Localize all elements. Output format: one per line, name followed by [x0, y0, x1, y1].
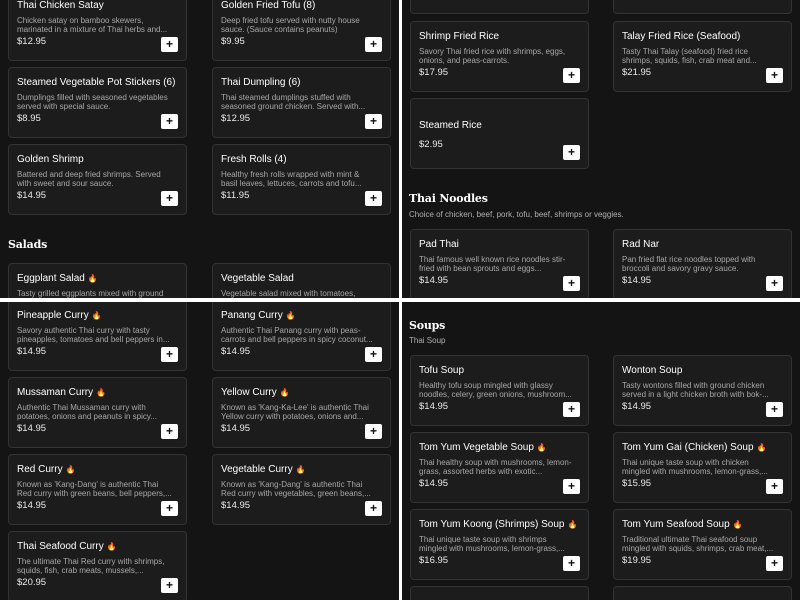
menu-item-card[interactable] — [212, 377, 391, 448]
add-to-cart-button[interactable]: + — [365, 114, 382, 129]
menu-item-card[interactable] — [8, 377, 187, 448]
menu-view-appetizers — [0, 0, 399, 298]
add-to-cart-button[interactable]: + — [563, 556, 580, 571]
item-price: $14.95 — [419, 478, 449, 489]
menu-item-card[interactable] — [410, 98, 589, 169]
section-title-thai-noodles: Thai Noodles — [409, 192, 488, 205]
item-name: Tofu Soup — [419, 365, 465, 376]
item-price: $14.95 — [17, 190, 47, 201]
fire-icon: 🔥 — [536, 443, 547, 452]
fire-icon: 🔥 — [87, 274, 98, 283]
item-name: Vegetable Salad — [221, 273, 294, 284]
item-price: $9.95 — [221, 36, 245, 47]
item-description: Tasty wontons filled with ground chicken served in a light chicken broth with bok-... — [622, 381, 769, 399]
item-name: Tom Yum Vegetable Soup — [419, 442, 534, 453]
item-price: $14.95 — [419, 275, 449, 286]
add-to-cart-button[interactable]: + — [563, 145, 580, 160]
menu-item-card[interactable] — [212, 144, 391, 215]
item-description: Thai steamed dumplings stuffed with seasoned ground chicken. Served with... — [221, 93, 366, 111]
item-description: Pan fried flat rice noodles topped with broccoli and savory gravy sauce. — [622, 255, 756, 273]
item-description: Deep fried tofu served with nutty house sauce. (Sauce contains peanuts) — [221, 16, 360, 34]
fire-icon: 🔥 — [91, 311, 102, 320]
item-price: $15.95 — [622, 478, 652, 489]
item-name: Golden Fried Tofu (8) — [221, 0, 316, 11]
item-description: Healthy tofu soup mingled with glassy noodles, celery, green onions, mushroom... — [419, 381, 572, 399]
item-name: Tom Yum Seafood Soup — [622, 519, 730, 530]
item-name: Eggplant Salad — [17, 273, 85, 284]
item-description: Battered and deep fried shrimps. Served with sweet and sour sauce. — [17, 170, 161, 188]
item-price: $14.95 — [622, 275, 652, 286]
item-price: $8.95 — [17, 113, 41, 124]
item-price: $17.95 — [419, 67, 449, 78]
fire-icon: 🔥 — [756, 443, 767, 452]
item-description: Traditional ultimate Thai seafood soup mingled with squids, shrimps, crab meat,... — [622, 535, 774, 553]
add-to-cart-button[interactable]: + — [563, 402, 580, 417]
menu-item-card[interactable] — [212, 263, 391, 298]
item-description: Savory authentic Thai curry with tasty pineapples, tomatoes and bell peppers in... — [17, 326, 170, 344]
item-description: The ultimate Thai Red curry with shrimps, squids, fish, crab meats, mussels,... — [17, 557, 165, 575]
item-price: $14.95 — [419, 401, 449, 412]
add-to-cart-button[interactable]: + — [766, 556, 783, 571]
item-price: $14.95 — [221, 346, 251, 357]
item-price: $12.95 — [17, 36, 47, 47]
item-price: $11.95 — [221, 190, 250, 201]
item-price: $20.95 — [17, 577, 47, 588]
item-name: Tom Yum Koong (Shrimps) Soup — [419, 519, 565, 530]
item-price: $14.95 — [17, 423, 47, 434]
add-to-cart-button[interactable]: + — [365, 424, 382, 439]
add-to-cart-button[interactable]: + — [766, 68, 783, 83]
item-price: $14.95 — [622, 401, 652, 412]
add-to-cart-button[interactable]: + — [766, 402, 783, 417]
item-name: Yellow Curry — [221, 387, 277, 398]
menu-item-card[interactable] — [8, 144, 187, 215]
item-name: Shrimp Fried Rice — [419, 31, 500, 42]
item-description: Thai famous well known rice noodles stir-fried with bean sprouts and eggs... — [419, 255, 566, 273]
item-description: Tasty grilled eggplants mixed with ground — [17, 289, 164, 298]
menu-item-card[interactable] — [8, 454, 187, 525]
add-to-cart-button[interactable]: + — [563, 68, 580, 83]
menu-item-card-partial[interactable] — [410, 0, 589, 14]
item-name: Tom Yum Gai (Chicken) Soup — [622, 442, 754, 453]
item-description: Savory Thai fried rice with shrimps, eggs, onions, and peas-carrots. — [419, 47, 566, 65]
item-name: Mussaman Curry — [17, 387, 94, 398]
add-to-cart-button[interactable]: + — [365, 191, 382, 206]
item-price: $16.95 — [419, 555, 449, 566]
item-price: $2.95 — [419, 139, 443, 150]
item-name: Pad Thai — [419, 239, 459, 250]
add-to-cart-button[interactable]: + — [161, 424, 178, 439]
section-subtitle: Thai Soup — [409, 336, 446, 345]
item-price: $14.95 — [17, 500, 47, 511]
add-to-cart-button[interactable]: + — [161, 578, 178, 593]
menu-item-card[interactable] — [8, 263, 187, 298]
section-title-salads: Salads — [8, 238, 48, 251]
menu-view-rice-noodles — [402, 0, 800, 298]
menu-item-card-partial[interactable] — [410, 586, 589, 600]
fire-icon: 🔥 — [96, 388, 107, 397]
item-description: Healthy fresh rolls wrapped with mint & basil leaves, lettuces, carrots and tofu... — [221, 170, 362, 188]
menu-item-card[interactable] — [410, 355, 589, 426]
item-price: $21.95 — [622, 67, 652, 78]
item-name: Steamed Vegetable Pot Stickers (6) — [17, 77, 176, 88]
menu-item-card[interactable] — [8, 0, 187, 61]
add-to-cart-button[interactable]: + — [766, 479, 783, 494]
item-price: $12.95 — [221, 113, 251, 124]
fire-icon: 🔥 — [106, 542, 117, 551]
item-name: Steamed Rice — [419, 120, 482, 131]
item-description: Chicken satay on bamboo skewers, marinated in a mixture of Thai herbs and... — [17, 16, 168, 34]
item-description: Known as 'Kang-Dang' is authentic Thai Red curry with vegetables, green beans,... — [221, 480, 371, 498]
horizontal-divider — [0, 298, 800, 302]
item-description: Thai healthy soup with mushrooms, lemon-grass, assorted herbs with exotic... — [419, 458, 572, 476]
item-name: Thai Dumpling (6) — [221, 77, 301, 88]
item-price: $14.95 — [221, 423, 251, 434]
fire-icon: 🔥 — [65, 465, 76, 474]
menu-item-card-partial[interactable] — [613, 586, 792, 600]
menu-item-card[interactable] — [410, 509, 589, 580]
menu-item-card[interactable] — [410, 21, 589, 92]
item-description: Dumplings filled with seasoned vegetables served with special sauce. — [17, 93, 168, 111]
menu-item-card[interactable] — [613, 355, 792, 426]
item-name: Thai Chicken Satay — [17, 0, 104, 11]
add-to-cart-button[interactable]: + — [161, 191, 178, 206]
menu-item-card[interactable] — [410, 229, 589, 298]
menu-item-card[interactable] — [212, 454, 391, 525]
menu-item-card[interactable] — [212, 0, 391, 61]
menu-item-card[interactable] — [8, 531, 187, 600]
menu-view-curries — [0, 302, 399, 600]
item-description: Known as 'Kang-Ka-Lee' is authentic Thai Yellow curry with potatoes, onions and... — [221, 403, 369, 421]
add-to-cart-button[interactable]: + — [161, 347, 178, 362]
add-to-cart-button[interactable]: + — [365, 37, 382, 52]
add-to-cart-button[interactable]: + — [161, 114, 178, 129]
item-name: Fresh Rolls (4) — [221, 154, 287, 165]
add-to-cart-button[interactable]: + — [161, 37, 178, 52]
item-description: Known as 'Kang-Dang' is authentic Thai Red curry with green beans, bell peppers,... — [17, 480, 172, 498]
item-description: Tasty Thai Talay (seafood) fried rice shrimps, squids, fish, crab meat and... — [622, 47, 757, 65]
item-description: Authentic Thai Mussaman curry with potatoes, onions and peanuts in spicy... — [17, 403, 157, 421]
item-name: Panang Curry — [221, 310, 283, 321]
section-subtitle: Choice of chicken, beef, pork, tofu, beef, shrimps or veggies. — [409, 210, 624, 219]
menu-item-card[interactable] — [613, 229, 792, 298]
menu-item-card[interactable] — [613, 509, 792, 580]
add-to-cart-button[interactable]: + — [161, 501, 178, 516]
item-price: $19.95 — [622, 555, 652, 566]
item-price: $14.95 — [221, 500, 251, 511]
fire-icon: 🔥 — [567, 520, 578, 529]
menu-item-card[interactable] — [8, 67, 187, 138]
item-name: Thai Seafood Curry — [17, 541, 104, 552]
menu-item-card[interactable] — [613, 432, 792, 503]
add-to-cart-button[interactable]: + — [365, 347, 382, 362]
item-name: Pineapple Curry — [17, 310, 89, 321]
menu-item-card[interactable] — [410, 432, 589, 503]
fire-icon: 🔥 — [285, 311, 296, 320]
add-to-cart-button[interactable]: + — [563, 479, 580, 494]
item-price: $14.95 — [17, 346, 47, 357]
section-title-soups: Soups — [409, 319, 446, 332]
add-to-cart-button[interactable]: + — [563, 276, 580, 291]
fire-icon: 🔥 — [279, 388, 290, 397]
fire-icon: 🔥 — [732, 520, 743, 529]
item-name: Vegetable Curry — [221, 464, 293, 475]
item-name: Wonton Soup — [622, 365, 683, 376]
menu-item-card-partial[interactable] — [613, 0, 792, 14]
menu-item-card[interactable] — [8, 302, 187, 371]
item-description: Thai unique taste soup with chicken mingled with mushrooms, lemon-grass,... — [622, 458, 768, 476]
fire-icon: 🔥 — [295, 465, 306, 474]
menu-item-card[interactable] — [613, 21, 792, 92]
add-to-cart-button[interactable]: + — [766, 276, 783, 291]
item-name: Talay Fried Rice (Seafood) — [622, 31, 741, 42]
item-description: Thai unique taste soup with shrimps mingled with mushrooms, lemon-grass,... — [419, 535, 565, 553]
item-name: Red Curry — [17, 464, 63, 475]
menu-item-card[interactable] — [212, 67, 391, 138]
item-description: Authentic Thai Panang curry with peas-carrots and bell peppers in spicy coconut... — [221, 326, 373, 344]
add-to-cart-button[interactable]: + — [365, 501, 382, 516]
item-description: Vegetable salad mixed with tomatoes, — [221, 289, 356, 298]
item-name: Rad Nar — [622, 239, 660, 250]
menu-item-card[interactable] — [212, 302, 391, 371]
item-name: Golden Shrimp — [17, 154, 84, 165]
menu-view-soups — [402, 302, 800, 600]
